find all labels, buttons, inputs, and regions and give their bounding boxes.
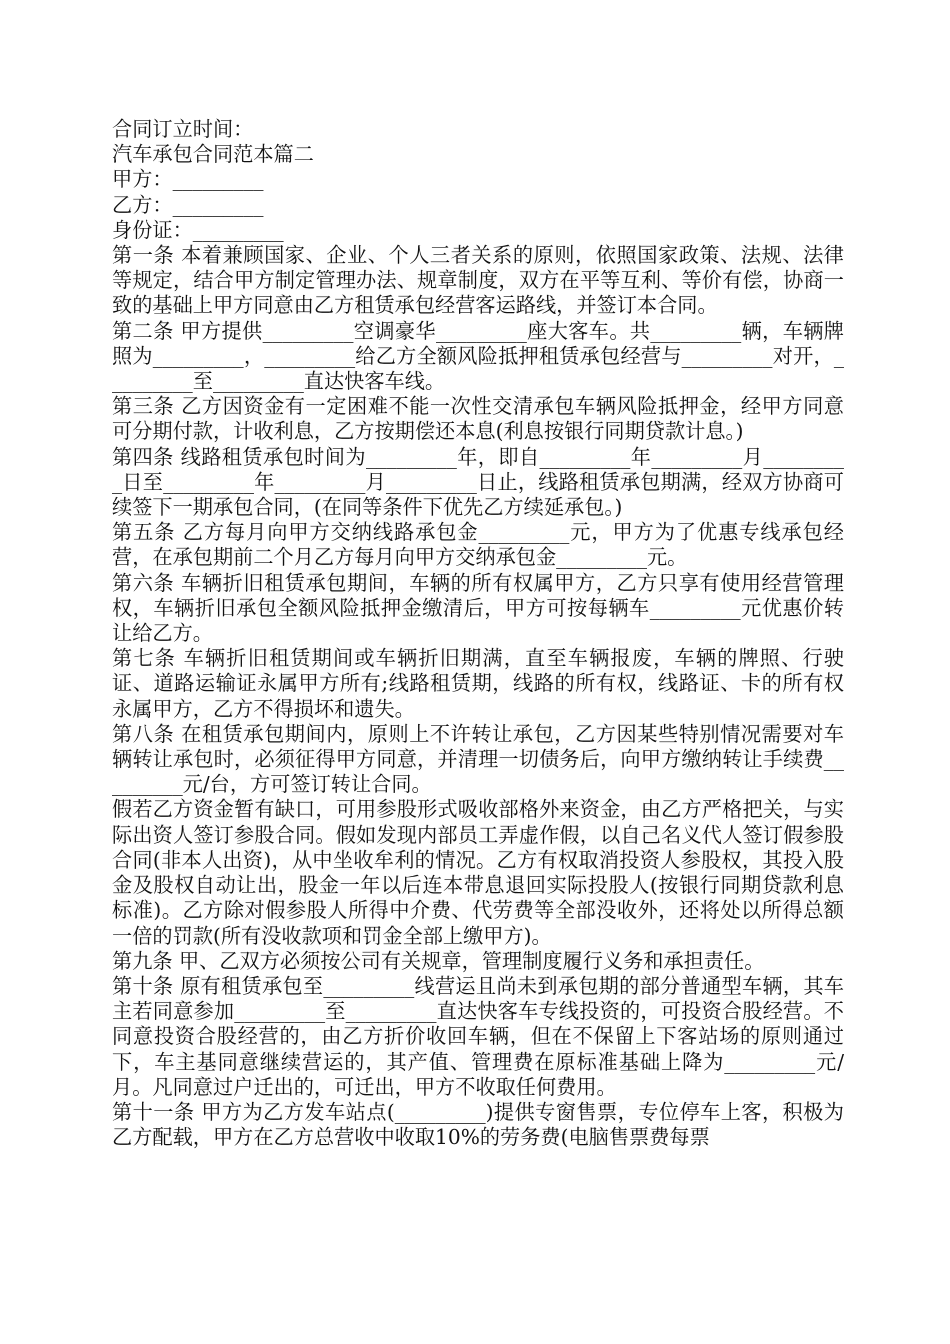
article-3: 第三条 乙方因资金有一定困难不能一次性交清承包车辆风险抵押金，经甲方同意可分期付款，计收利息，乙方按期偿还本息(利息按银行同期贷款计息。) [112,394,844,444]
party-a-line: 甲方：_________ [112,167,264,192]
article-8-supplement: 假若乙方资金暂有缺口，可用参股形式吸收部格外来资金，由乙方严格把关，与实际出资人签订参股合同。假如发现内部员工弄虚作假，以自己名义代人签订假参股合同(非本人出资)，从中坐收牟利的情况。乙方有权取消投资人参股权，其投入股金及股权自动让出，股金一年以后连本带息退回实际投股人(按银行同期贷款利息标准)。乙方除对假参股人所得中介费、代劳费等全部没收外，还将处以所得总额一倍的罚款(所有没收款项和罚金全部上缴甲方)。 [112,797,844,948]
party-b-line: 乙方：_________ [112,192,264,217]
article-9: 第九条 甲、乙双方必须按公司有关规章，管理制度履行义务和承担责任。 [112,948,765,973]
contract-title: 汽车承包合同范本篇二 [112,142,314,167]
article-5: 第五条 乙方每月向甲方交纳线路承包金_________元，甲方为了优惠专线承包经营，在承包期前二个月乙方每月向甲方交纳承包金_________元。 [112,520,844,570]
article-6: 第六条 车辆折旧租赁承包期间，车辆的所有权属甲方，乙方只享有使用经营管理权，车辆折旧承包全额风险抵押金缴清后，甲方可按每辆车_________元优惠价转让给乙方。 [112,570,844,646]
article-1: 第一条 本着兼顾国家、企业、个人三者关系的原则，依照国家政策、法规、法律等规定，结合甲方制定管理办法、规章制度，双方在平等互利、等价有偿，协商一致的基础上甲方同意由乙方租赁承包经营客运路线，并签订本合同。 [112,243,844,318]
article-8: 第八条 在租赁承包期间内，原则上不许转让承包，乙方因某些特别情况需要对车辆转让承包时，必须征得甲方同意，并清理一切债务后，向甲方缴纳转让手续费_________元/台，方可签订转让合同。 [112,721,844,797]
article-7: 第七条 车辆折旧租赁期间或车辆折旧期满，直至车辆报废，车辆的牌照、行驶证、道路运输证永属甲方所有;线路租赁期，线路的所有权，线路证、卡的所有权永属甲方，乙方不得损坏和遗失。 [112,646,844,721]
contract-document [112,117,844,1150]
article-4: 第四条 线路租赁承包时间为_________年，即自_________年_________月_________日至_________年_________月_________日止，线路租赁承包期满，经双方协商可续签下一期承包合同，(在同等条件下优先乙方续延承包。) [112,444,844,520]
article-10: 第十条 原有租赁承包至_________线营运且尚未到承包期的部分普通型车辆，其车主若同意参加_________至_________直达快客车专线投资的，可投资合股经营。不同意投资合股经营的，由乙方折价收回车辆，但在不保留上下客站场的原则通过下，车主基同意继续营运的，其产值、管理费在原标准基础上降为_________元/月。凡同意过户迁出的，可迁出，甲方不收取任何费用。 [112,973,844,1099]
article-11: 第十一条 甲方为乙方发车站点(_________)提供专窗售票，专位停车上客，积极为乙方配载，甲方在乙方总营收中收取10%的劳务费(电脑售票费每票 [112,1099,844,1150]
id-card-line: 身份证：_________ [112,217,284,242]
article-2: 第二条 甲方提供_________空调豪华_________座大客车。共_________辆，车辆牌照为_________，_________给乙方全额风险抵押租赁承包经营与_________对开，_________至_________直达快客车线。 [112,318,844,394]
contract-date-line: 合同订立时间： [112,117,254,141]
